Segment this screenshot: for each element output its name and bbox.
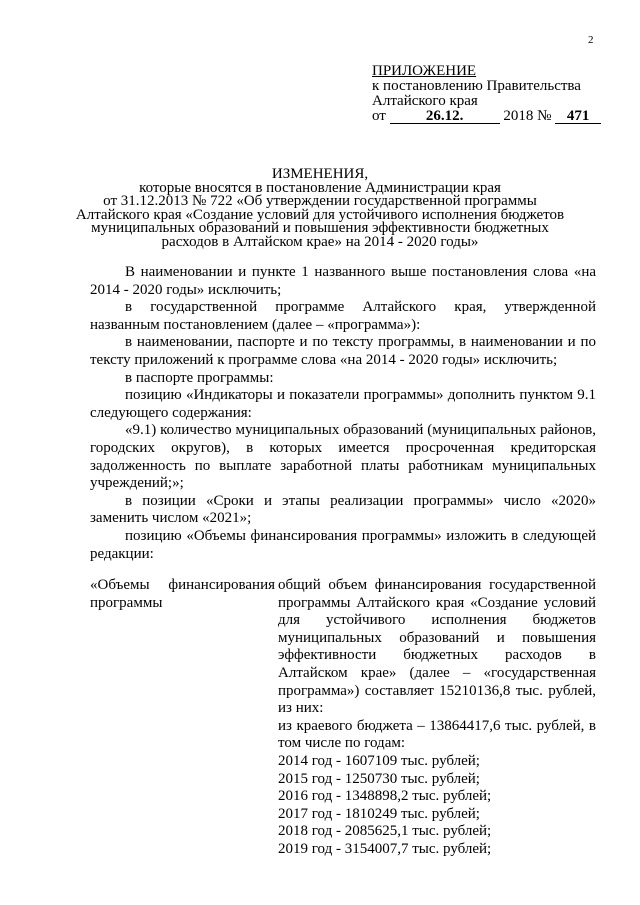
body-paragraph: в позиции «Сроки и этапы реализации программы» число «2020» заменить числом «2021»;	[90, 492, 596, 527]
body-paragraph: позицию «Объемы финансирования программы» изложить в следующей редакции:	[90, 527, 596, 562]
resolution-date: 26.12.	[390, 109, 500, 124]
appendix-block	[372, 64, 601, 124]
financing-intro: общий объем финансирования государственной программы Алтайского края «Создание условий для устойчивого исполнения бюджетов муниципальных образований и повышения эффективности бюджетных расходов в Алтайском крае» (далее – «государственная программа») составляет 15210136,8 тыс. рублей, из них:	[278, 577, 596, 717]
appendix-line-1: к постановлению Правительства	[372, 78, 581, 94]
document-body	[90, 264, 596, 563]
body-paragraph: «9.1) количество муниципальных образований (муниципальных районов, городских округов), в которых имеется просроченная кредиторская задолженность по выплате заработной платы работникам муниципальных учреждений;»;	[90, 422, 596, 492]
financing-year: 2019 год - 3154007,7 тыс. рублей;	[278, 840, 492, 857]
appendix-heading: ПРИЛОЖЕНИЕ	[372, 63, 477, 79]
body-paragraph: позицию «Индикаторы и показатели программы» дополнить пунктом 9.1 следующего содержания:	[90, 387, 596, 421]
body-paragraph: в наименовании, паспорте и по тексту программы, в наименовании и по тексту приложений к программе слова «на 2014 - 2020 годы» исключить;	[90, 334, 596, 368]
financing-year: 2014 год - 1607109 тыс. рублей;	[278, 752, 480, 769]
subtitle-line: муниципальных образований и повышения эффективности бюджетных	[91, 220, 549, 237]
number-sign: №	[537, 108, 552, 124]
subtitle-line: Алтайского края «Создание условий для устойчивого исполнения бюджетов	[75, 206, 565, 223]
financing-year: 2017 год - 1810249 тыс. рублей;	[278, 805, 480, 822]
financing-year: 2015 год - 1250730 тыс. рублей;	[278, 770, 480, 787]
financing-year: 2016 год - 1348898,2 тыс. рублей;	[278, 788, 492, 805]
from-label: от	[372, 108, 386, 124]
resolution-number: 471	[555, 109, 601, 124]
financing-label-line: «Объемы финансирования	[90, 577, 275, 593]
financing-budget: из краевого бюджета – 13864417,6 тыс. рублей, в том числе по годам:	[278, 717, 596, 752]
page-number: 2	[588, 34, 594, 46]
financing-value-cell	[278, 577, 596, 859]
body-paragraph: В наименовании и пункте 1 названного выше постановления слова «на 2014 - 2020 годы» исключить;	[90, 264, 596, 298]
appendix-date-line	[372, 109, 601, 124]
document-subtitle	[60, 182, 580, 249]
document-title: ИЗМЕНЕНИЯ,	[271, 166, 369, 182]
subtitle-line: от 31.12.2013 № 722 «Об утверждении государственной программы	[103, 193, 537, 210]
body-paragraph: в государственной программе Алтайского края, утвержденной названным постановлением (далее – «программа»):	[90, 299, 596, 333]
subtitle-line: расходов в Алтайском крае» на 2014 - 2020 годы»	[161, 233, 479, 250]
financing-year: 2018 год - 2085625,1 тыс. рублей;	[278, 823, 492, 840]
financing-label-cell	[90, 577, 275, 612]
appendix-line-2: Алтайского края	[372, 93, 478, 109]
subtitle-line: которые вносятся в постановление Администрации края	[139, 180, 501, 196]
financing-label-line: программы	[90, 594, 163, 611]
body-paragraph: в паспорте программы:	[125, 369, 274, 386]
resolution-year: 2018	[503, 108, 534, 124]
